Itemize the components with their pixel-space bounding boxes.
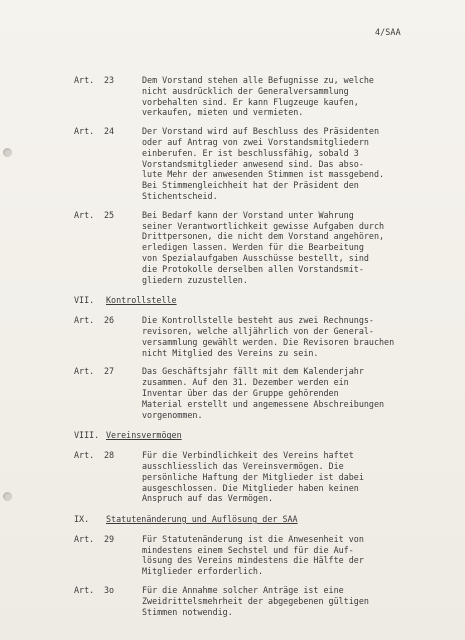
article-number: 29 <box>104 533 115 544</box>
article-text: Der Vorstand wird auf Beschluss des Präsidenten oder auf Antrag von zwei Vorstandsmitgliedern einberufen. Er ist beschlussfähig, sobald 3 Vorstandsmitglieder anwesend sind. Das abso- lute Mehr der anwesenden Stimmen ist massgebend. Bei Stimmengleichheit hat der Präsident den Stichentscheid. <box>142 126 385 201</box>
article-29 <box>74 534 414 577</box>
punch-hole-bottom <box>3 492 12 501</box>
section-number: VII. <box>74 295 95 306</box>
page-number: 4/SAA <box>375 27 401 37</box>
article-label: Art. <box>74 126 95 137</box>
article-text: Die Kontrollstelle besteht aus zwei Rechnungs- revisoren, welche alljährlich von der General- versammlung gewählt werden. Die Revisoren brauchen nicht Mitglied des Vereins zu sein. <box>142 315 395 358</box>
article-label: Art. <box>74 366 95 377</box>
article-label: Art. <box>74 75 95 85</box>
article-text: Für die Annahme solcher Anträge ist eine Zweidrittelsmehrheit der abgegebenen gültigen Stimmen notwendig. <box>142 585 369 617</box>
article-number: 26 <box>104 315 115 326</box>
article-26 <box>74 315 414 358</box>
article-text: Das Geschäftsjahr fällt mit dem Kalenderjahr zusammen. Auf den 31. Dezember werden ein Inventar über das der Gruppe gehörenden Material erstellt und angemessene Abschreibungen vorgenommen. <box>142 366 385 420</box>
article-number: 28 <box>104 450 115 461</box>
article-label: Art. <box>74 209 95 220</box>
section-heading-statutenaenderung <box>74 514 414 525</box>
section-title: Vereinsvermögen <box>106 430 182 441</box>
article-number: 27 <box>104 366 115 377</box>
article-28 <box>74 450 414 504</box>
article-text: Für die Verbindlichkeit des Vereins haftet ausschliesslich das Vereinsvermögen. Die persönliche Haftung der Mitglieder ist dabei ausgeschlossen. Die Mitglieder haben keinen Anspruch auf das Vermögen. <box>142 450 364 504</box>
article-label: Art. <box>74 533 95 544</box>
article-30 <box>74 585 414 617</box>
section-heading-vereinsvermoegen <box>74 430 414 441</box>
punch-hole-top <box>3 148 12 157</box>
section-title: Statutenänderung und Auflösung der SAA <box>106 514 298 525</box>
article-number: 25 <box>104 209 115 220</box>
article-27 <box>74 366 414 420</box>
article-number: 23 <box>104 75 115 85</box>
article-label: Art. <box>74 585 95 596</box>
article-label: Art. <box>74 450 95 461</box>
section-number: IX. <box>74 514 90 525</box>
article-text: Dem Vorstand stehen alle Befugnisse zu, welche nicht ausdrücklich der Generalversammlung vorbehalten sind. Er kann Flugzeuge kaufen, verkaufen, mieten und vermieten. <box>142 75 374 118</box>
article-number: 3o <box>104 585 115 596</box>
article-text: Für Statutenänderung ist die Anwesenheit von mindestens einem Sechstel und für die Auf- lösung des Vereins mindestens die Hälfte der Mitglieder erforderlich. <box>142 533 364 577</box>
article-25 <box>74 210 414 286</box>
article-label: Art. <box>74 315 95 326</box>
section-heading-kontrollstelle <box>74 295 414 306</box>
section-number: VIII. <box>74 430 100 441</box>
article-text: Bei Bedarf kann der Vorstand unter Wahrung seiner Verantwortlichkeit gewisse Aufgaben durch Drittpersonen, die nicht dem Vorstand angehören, erledigen lassen. Werden für die Bearbeitung von Spezialaufgaben Ausschüsse bestellt, sind die Protokolle derselben allen Vorstandsmit- gliedern zuzustellen. <box>142 209 385 285</box>
article-23 <box>74 75 414 118</box>
section-title: Kontrollstelle <box>106 295 177 306</box>
article-24 <box>74 126 414 202</box>
document-body <box>74 75 414 625</box>
article-number: 24 <box>104 126 115 137</box>
